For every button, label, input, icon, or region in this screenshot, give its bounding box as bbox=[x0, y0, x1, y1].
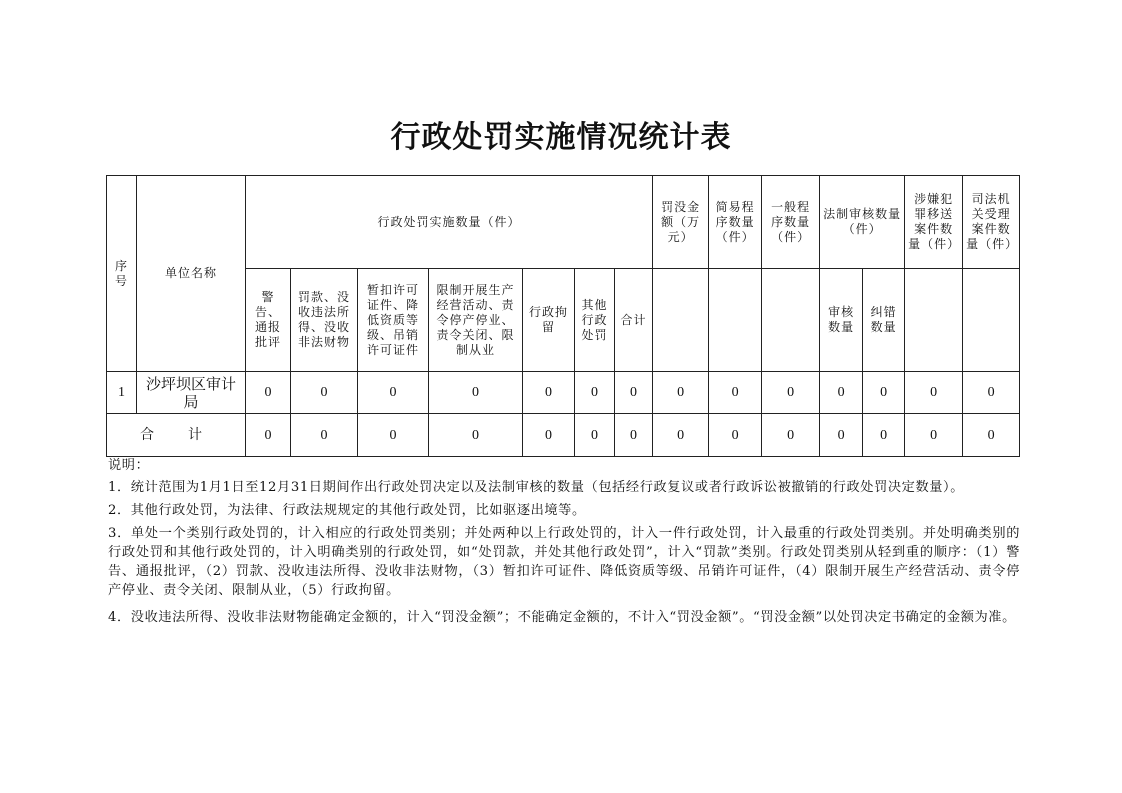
total-value-subtotal: 0 bbox=[615, 414, 653, 457]
total-row bbox=[107, 414, 1020, 457]
total-value-correction-count: 0 bbox=[863, 414, 905, 457]
header-legal-review: 法制审核数量（件） bbox=[820, 176, 905, 269]
total-value-review-count: 0 bbox=[820, 414, 863, 457]
total-value-warning: 0 bbox=[246, 414, 291, 457]
row-value-warning: 0 bbox=[246, 372, 291, 414]
note-item: 2．其他行政处罚，为法律、行政法规规定的其他行政处罚，比如驱逐出境等。 bbox=[108, 503, 586, 518]
total-label: 合 计 bbox=[107, 414, 246, 457]
total-value-judicial-accept: 0 bbox=[963, 414, 1020, 457]
row-value-correction-count: 0 bbox=[863, 372, 905, 414]
header-warning: 警告、通报批评 bbox=[246, 269, 291, 372]
row-value-restrict-production: 0 bbox=[429, 372, 523, 414]
total-value-suspend-license: 0 bbox=[358, 414, 429, 457]
header-simple-procedure: 简易程序数量（件） bbox=[709, 176, 762, 269]
header-row-top bbox=[107, 176, 1020, 269]
total-value-fine-confiscate: 0 bbox=[291, 414, 358, 457]
notes-heading: 说明： bbox=[108, 458, 150, 473]
header-general-procedure: 一般程序数量（件） bbox=[762, 176, 820, 269]
row-value-judicial-accept: 0 bbox=[963, 372, 1020, 414]
row-value-simple-procedure: 0 bbox=[709, 372, 762, 414]
header-fine-amount-blank bbox=[653, 269, 709, 372]
row-value-subtotal: 0 bbox=[615, 372, 653, 414]
header-crime-transfer: 涉嫌犯罪移送案件数量（件） bbox=[905, 176, 963, 269]
page-title: 行政处罚实施情况统计表 bbox=[390, 120, 732, 155]
total-value-other-penalty: 0 bbox=[575, 414, 615, 457]
total-value-simple-procedure: 0 bbox=[709, 414, 762, 457]
header-seq: 序号 bbox=[107, 176, 137, 372]
note-item: 1．统计范围为1月1日至12月31日期间作出行政处罚决定以及法制审核的数量（包括经行政复议或者行政诉讼被撤销的行政处罚决定数量）。 bbox=[108, 480, 965, 495]
total-value-restrict-production: 0 bbox=[429, 414, 523, 457]
header-general-procedure-blank bbox=[762, 269, 820, 372]
total-value-detention: 0 bbox=[523, 414, 575, 457]
statistics-table bbox=[106, 175, 1020, 457]
row-value-other-penalty: 0 bbox=[575, 372, 615, 414]
row-value-fine-amount: 0 bbox=[653, 372, 709, 414]
row-seq: 1 bbox=[107, 372, 137, 414]
header-restrict-production: 限制开展生产经营活动、责令停产停业、责令关闭、限制从业 bbox=[429, 269, 523, 372]
row-value-suspend-license: 0 bbox=[358, 372, 429, 414]
header-fine-confiscate: 罚款、没收违法所得、没收非法财物 bbox=[291, 269, 358, 372]
row-unit-name: 沙坪坝区审计局 bbox=[137, 372, 246, 414]
header-crime-transfer-blank bbox=[905, 269, 963, 372]
header-review-count: 审核数量 bbox=[820, 269, 863, 372]
row-value-crime-transfer: 0 bbox=[905, 372, 963, 414]
header-unit-name: 单位名称 bbox=[137, 176, 246, 372]
header-correction-count: 纠错数量 bbox=[863, 269, 905, 372]
note-item: 4．没收违法所得、没收非法财物能确定金额的，计入“罚没金额”；不能确定金额的，不计入“罚没金额”。“罚没金额”以处罚决定书确定的金额为准。 bbox=[108, 610, 1016, 625]
total-value-general-procedure: 0 bbox=[762, 414, 820, 457]
header-simple-procedure-blank bbox=[709, 269, 762, 372]
notes-section bbox=[108, 456, 1020, 631]
header-fine-amount: 罚没金额（万元） bbox=[653, 176, 709, 269]
row-value-detention: 0 bbox=[523, 372, 575, 414]
total-value-fine-amount: 0 bbox=[653, 414, 709, 457]
header-impl-count: 行政处罚实施数量（件） bbox=[246, 176, 653, 269]
header-judicial-accept-blank bbox=[963, 269, 1020, 372]
header-judicial-accept: 司法机关受理案件数量（件） bbox=[963, 176, 1020, 269]
total-value-crime-transfer: 0 bbox=[905, 414, 963, 457]
header-subtotal: 合计 bbox=[615, 269, 653, 372]
header-detention: 行政拘留 bbox=[523, 269, 575, 372]
row-value-general-procedure: 0 bbox=[762, 372, 820, 414]
header-suspend-license: 暂扣许可证件、降低资质等级、吊销许可证件 bbox=[358, 269, 429, 372]
row-value-fine-confiscate: 0 bbox=[291, 372, 358, 414]
header-other-penalty: 其他行政处罚 bbox=[575, 269, 615, 372]
row-value-review-count: 0 bbox=[820, 372, 863, 414]
table-row bbox=[107, 372, 1020, 414]
note-item: 3．单处一个类别行政处罚的，计入相应的行政处罚类别；并处两种以上行政处罚的，计入一件行政处罚，计入最重的行政处罚类别。并处明确类别的行政处罚和其他行政处罚的，计入明确类别的行政处罚，如“处罚款，并处其他行政处罚”，计入“罚款”类别。行政处罚类别从轻到重的顺序：（1）警告、通报批评，（2）罚款、没收违法所得、没收非法财物，（3）暂扣许可证件、降低资质等级、吊销许可证件，（4）限制开展生产经营活动、责令停产停业、责令关闭、限制从业，（5）行政拘留。 bbox=[108, 526, 1020, 598]
